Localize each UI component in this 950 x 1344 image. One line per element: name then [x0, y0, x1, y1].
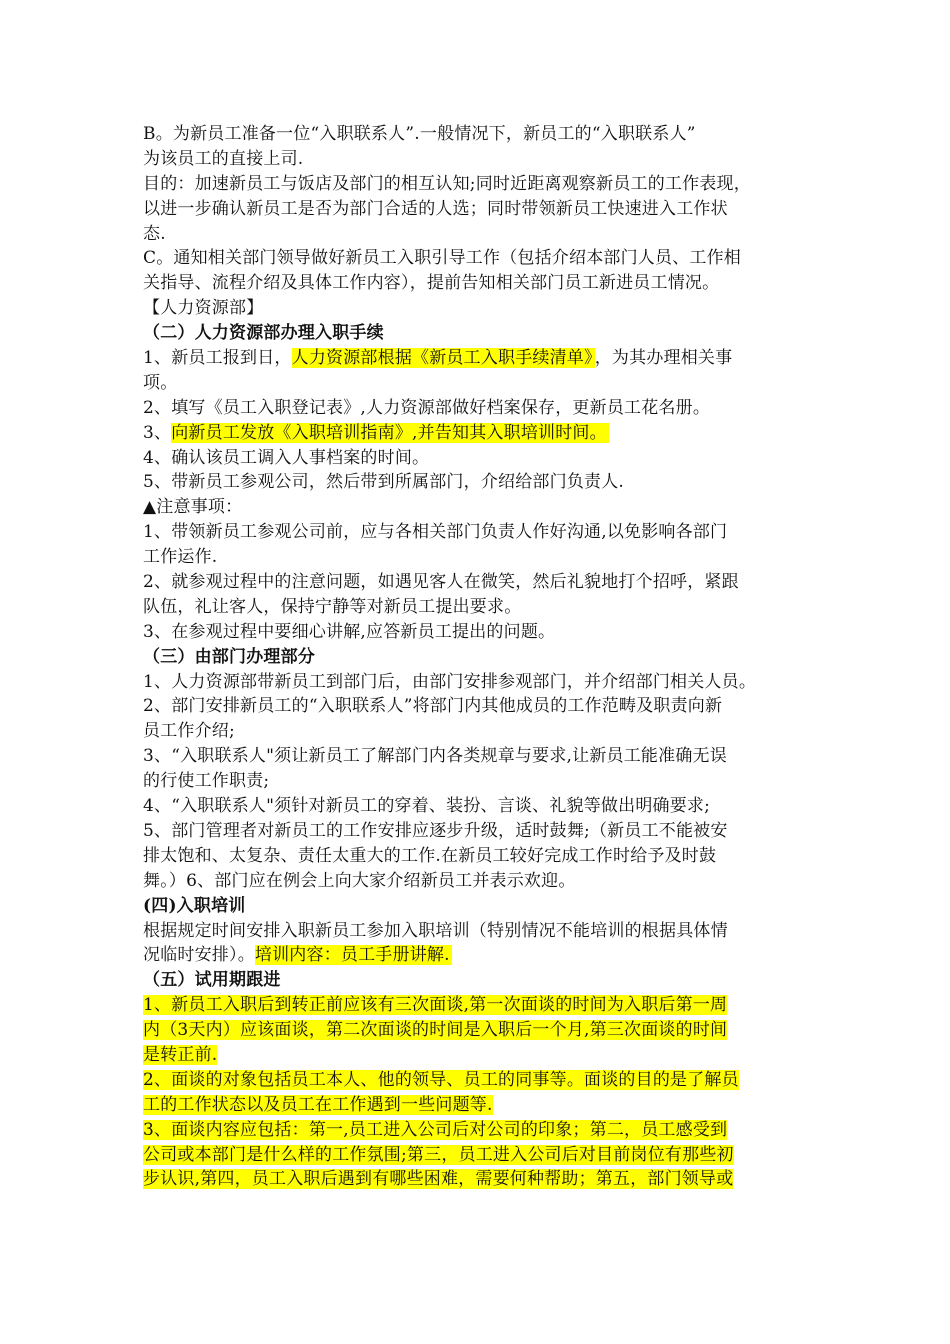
paragraph-line: 以进一步确认新员工是否为部门合适的人选；同时带领新员工快速进入工作状 [143, 198, 728, 219]
section-heading: （三）由部门办理部分 [143, 646, 315, 667]
paragraph-line: 2、就参观过程中的注意问题，如遇见客人在微笑，然后礼貌地打个招呼，紧跟 [143, 572, 739, 593]
paragraph-line: C。通知相关部门领导做好新员工入职引导工作（包括介绍本部门人员、工作相 [143, 248, 742, 269]
highlighted-text: 1、新员工入职后到转正前应该有三次面谈,第一次面谈的时间为入职后第一周 [143, 995, 728, 1016]
paragraph-line [143, 421, 823, 446]
highlighted-text: 培训内容：员工手册讲解. [254, 945, 450, 966]
highlighted-text: 内（3天内）应该面谈，第二次面谈的时间是入职后一个月,第三次面谈的时间 [143, 1020, 728, 1041]
paragraph-line: 队伍，礼让客人，保持宁静等对新员工提出要求。 [143, 596, 522, 617]
paragraph-line [143, 1043, 823, 1068]
section-heading: （二）人力资源部办理入职手续 [143, 323, 384, 344]
line-text: 1、新员工报到日， [143, 348, 292, 369]
paragraph-line: 1、带领新员工参观公司前，应与各相关部门负责人作好沟通,以免影响各部门 [143, 522, 728, 543]
notes-heading: ▲注意事项： [143, 497, 243, 518]
paragraph-line [143, 1167, 823, 1192]
line-text: 况临时安排）。 [143, 945, 255, 966]
paragraph-line: 根据规定时间安排入职新员工参加入职培训（特别情况不能培训的根据具体情 [143, 920, 728, 941]
paragraph-line: 2、填写《员工入职登记表》,人力资源部做好档案保存，更新员工花名册。 [143, 397, 711, 418]
paragraph-line: 关指导、流程介绍及具体工作内容），提前告知相关部门员工新进员工情况。 [143, 273, 720, 294]
highlighted-text: 3、面谈内容应包括：第一,员工进入公司后对公司的印象；第二，员工感受到 [143, 1119, 728, 1140]
paragraph-line [143, 1093, 823, 1118]
section-heading: （五）试用期跟进 [143, 970, 281, 991]
paragraph-line [143, 943, 823, 968]
highlighted-text: 工的工作状态以及员工在工作遇到一些问题等. [143, 1094, 493, 1115]
line-text: ，为其办理相关事 [594, 348, 733, 369]
highlighted-text: 2、面谈的对象包括员工本人、他的领导、员工的同事等。面谈的目的是了解员 [143, 1069, 739, 1090]
paragraph-line [143, 1118, 823, 1143]
paragraph-line: 5、部门管理者对新员工的工作安排应逐步升级，适时鼓舞;（新员工不能被安 [143, 820, 728, 841]
highlighted-text: 向新员工发放《入职培训指南》,并告知其入职培训时间。 [171, 422, 607, 443]
paragraph-line [143, 346, 823, 371]
paragraph-line: 态. [143, 223, 166, 244]
highlighted-text: 人力资源部根据《新员工入职手续清单》 [291, 348, 593, 369]
paragraph-line: 1、人力资源部带新员工到部门后，由部门安排参观部门，并介绍部门相关人员。 [143, 671, 757, 692]
paragraph-line: 员工作介绍; [143, 721, 235, 742]
department-label: 【人力资源部】 [143, 298, 264, 319]
paragraph-line: 舞。）6、部门应在例会上向大家介绍新员工并表示欢迎。 [143, 870, 576, 891]
paragraph-line: 项。 [143, 372, 178, 393]
paragraph-line: 的行使工作职责; [143, 771, 270, 792]
paragraph-line: B。为新员工准备一位“入职联系人”.一般情况下，新员工的“入职联系人” [143, 124, 696, 144]
highlighted-text: 公司或本部门是什么样的工作氛围;第三，员工进入公司后对目前岗位有那些初 [143, 1144, 734, 1165]
paragraph-line: 3、在参观过程中要细心讲解,应答新员工提出的问题。 [143, 621, 556, 642]
paragraph-line: 2、部门安排新员工的“入职联系人”将部门内其他成员的工作范畴及职责向新 [143, 696, 723, 717]
paragraph-line: 5、带新员工参观公司，然后带到所属部门，介绍给部门负责人. [143, 472, 625, 493]
highlighted-text: 步认识,第四，员工入职后遇到有哪些困难，需要何种帮助；第五，部门领导或 [143, 1169, 734, 1190]
highlighted-text: 是转正前. [143, 1044, 218, 1065]
line-text: 3、 [143, 422, 172, 443]
paragraph-line: 为该员工的直接上司. [143, 148, 304, 169]
paragraph-line: 目的：加速新员工与饭店及部门的相互认知;同时近距离观察新员工的工作表现， [143, 173, 751, 194]
paragraph-line: 4、确认该员工调入人事档案的时间。 [143, 447, 430, 468]
paragraph-line: 排太饱和、太复杂、责任太重大的工作.在新员工较好完成工作时给予及时鼓 [143, 845, 717, 866]
paragraph-line [143, 1068, 823, 1093]
paragraph-line: 工作运作. [143, 547, 218, 568]
paragraph-line: 3、“入职联系人"须让新员工了解部门内各类规章与要求,让新员工能准确无误 [143, 746, 727, 767]
paragraph-line: 4、“入职联系人"须针对新员工的穿着、装扮、言谈、礼貌等做出明确要求; [143, 796, 711, 817]
paragraph-line [143, 1018, 823, 1043]
paragraph-line [143, 1143, 823, 1168]
section-heading: (四)入职培训 [143, 895, 246, 916]
paragraph-line [143, 993, 823, 1018]
document-page [143, 122, 823, 1192]
